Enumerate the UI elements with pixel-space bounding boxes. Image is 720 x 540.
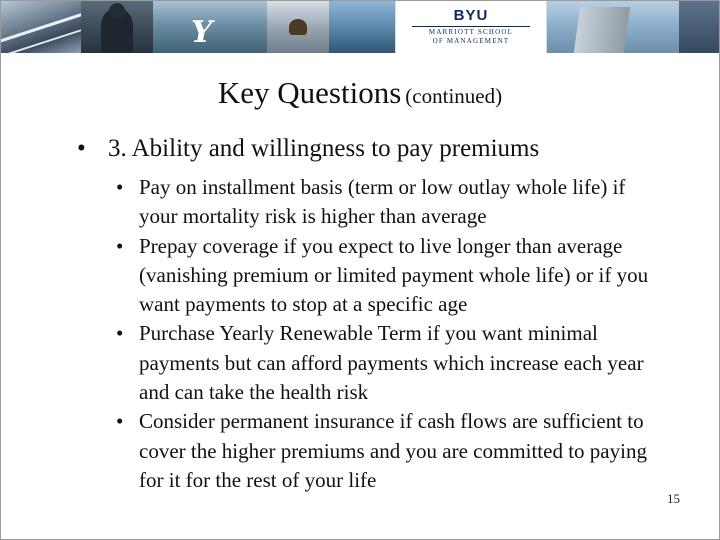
banner-photo-architecture [1,1,81,53]
page-number: 15 [667,491,680,506]
bullet-icon: • [116,321,124,346]
building-icon [574,7,630,53]
bullet-icon: • [116,409,124,434]
list-item-text: Purchase Yearly Renewable Term if you want minimal payments but can afford payments which increase each year and can take the health risk [139,321,644,405]
statue-head-icon [109,3,125,19]
list-item [114,232,654,320]
title-suffix: (continued) [405,84,503,108]
logo-school-line2: OF MANAGEMENT [432,37,510,45]
title-main: Key Questions [217,75,402,110]
sub-point-list [114,173,654,495]
banner-photo-edge [679,1,719,53]
main-point [77,132,677,166]
bullet-icon: • [77,135,86,162]
header-banner [1,1,719,53]
banner-photo-statue [81,1,153,53]
bell-icon [289,19,307,35]
list-item [114,173,654,232]
bullet-icon: • [116,175,124,199]
logo-school-line1: MARRIOTT SCHOOL [428,28,514,36]
list-item-text: Consider permanent insurance if cash flows are sufficient to cover the higher premiums and you are committed to paying for it for the rest of your life [139,409,647,492]
list-item [114,319,654,407]
logo-divider [412,26,530,27]
list-item [114,407,654,495]
banner-photo-mountain [153,1,267,53]
banner-photo-sky [329,1,395,53]
banner-photo-building [547,1,679,53]
logo-byu: BYU [453,7,489,24]
bullet-icon: • [116,233,124,258]
mountain-y-icon: Y [191,15,211,50]
list-item-text: Pay on installment basis (term or low outlay whole life) if your mortality risk is higher than average [139,175,626,229]
banner-photo-bell [267,1,329,53]
main-point-text: 3. Ability and willingness to pay premiums [108,135,540,162]
byu-marriott-logo [395,1,547,53]
slide-title [1,75,719,111]
list-item-text: Prepay coverage if you expect to live longer than average (vanishing premium or limited payment whole life) or if you want payments to stop at a specific age [139,233,649,317]
